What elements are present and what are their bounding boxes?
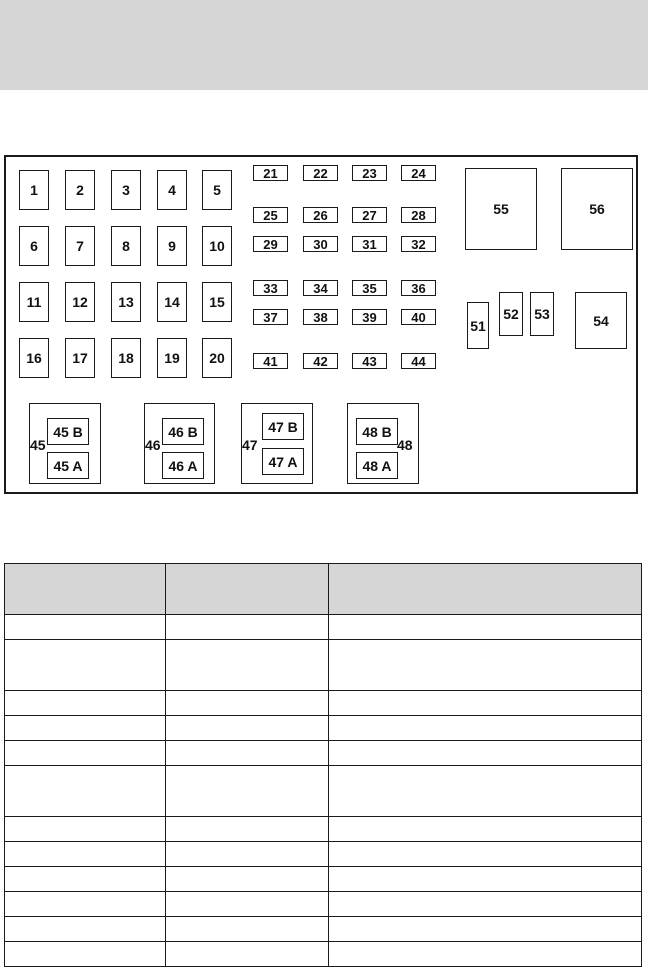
table-cell	[165, 615, 329, 640]
fuse-panel-diagram	[4, 155, 638, 494]
fuse-8: 8	[111, 226, 141, 266]
relay-45b: 45 B	[47, 418, 89, 445]
fuse-24: 24	[401, 165, 436, 181]
fuse-22: 22	[303, 165, 338, 181]
table-row	[5, 842, 642, 867]
fuse-13: 13	[111, 282, 141, 322]
table-cell	[5, 942, 166, 967]
relay-51: 51	[467, 302, 489, 349]
table-row	[5, 615, 642, 640]
table-cell	[165, 867, 329, 892]
table-cell	[165, 640, 329, 691]
fuse-40: 40	[401, 309, 436, 325]
fuse-10: 10	[202, 226, 232, 266]
table-row	[5, 640, 642, 691]
relay-46b: 46 B	[162, 418, 204, 445]
fuse-5: 5	[202, 170, 232, 210]
fuse-3: 3	[111, 170, 141, 210]
table-cell	[5, 640, 166, 691]
relay-55: 55	[465, 168, 537, 250]
table-cell	[165, 691, 329, 716]
relay-47a: 47 A	[262, 448, 304, 475]
table-cell	[165, 892, 329, 917]
fuse-1: 1	[19, 170, 49, 210]
table-cell	[329, 691, 642, 716]
table-cell	[329, 716, 642, 741]
fuse-32: 32	[401, 236, 436, 252]
fuse-9: 9	[157, 226, 187, 266]
relay-48-label: 48	[397, 437, 413, 453]
relay-48b: 48 B	[356, 418, 398, 445]
table-cell	[329, 842, 642, 867]
relay-47b: 47 B	[262, 413, 304, 440]
table-cell	[329, 640, 642, 691]
table-cell	[5, 741, 166, 766]
table-row	[5, 867, 642, 892]
relay-45-label: 45	[30, 437, 46, 453]
relay-53: 53	[530, 292, 554, 336]
table-cell	[329, 766, 642, 817]
relay-46	[144, 403, 215, 484]
table-cell	[165, 766, 329, 817]
relay-48	[347, 403, 419, 484]
relay-48a: 48 A	[356, 452, 398, 479]
table-cell	[5, 817, 166, 842]
table-cell	[329, 867, 642, 892]
relay-47-label: 47	[242, 437, 258, 453]
fuse-14: 14	[157, 282, 187, 322]
fuse-19: 19	[157, 338, 187, 378]
fuse-16: 16	[19, 338, 49, 378]
fuse-27: 27	[352, 207, 387, 223]
table-cell	[329, 892, 642, 917]
fuse-21: 21	[253, 165, 288, 181]
table-cell	[5, 842, 166, 867]
table-cell	[165, 942, 329, 967]
table-header-cell	[165, 564, 329, 615]
fuse-33: 33	[253, 280, 288, 296]
table-cell	[5, 615, 166, 640]
table-cell	[5, 867, 166, 892]
fuse-31: 31	[352, 236, 387, 252]
fuse-4: 4	[157, 170, 187, 210]
table-row	[5, 892, 642, 917]
fuse-38: 38	[303, 309, 338, 325]
table-cell	[165, 842, 329, 867]
table-row	[5, 942, 642, 967]
table-row	[5, 691, 642, 716]
relay-47	[241, 403, 313, 484]
table-row	[5, 741, 642, 766]
header-band	[0, 0, 648, 90]
fuse-7: 7	[65, 226, 95, 266]
table-cell	[329, 942, 642, 967]
fuse-43: 43	[352, 353, 387, 369]
relay-45a: 45 A	[47, 452, 89, 479]
fuse-12: 12	[65, 282, 95, 322]
fuse-28: 28	[401, 207, 436, 223]
table-header-cell	[329, 564, 642, 615]
fuse-18: 18	[111, 338, 141, 378]
fuse-17: 17	[65, 338, 95, 378]
table-row	[5, 917, 642, 942]
fuse-20: 20	[202, 338, 232, 378]
relay-46a: 46 A	[162, 452, 204, 479]
table-cell	[5, 892, 166, 917]
fuse-44: 44	[401, 353, 436, 369]
table-cell	[165, 817, 329, 842]
table-cell	[329, 817, 642, 842]
fuse-23: 23	[352, 165, 387, 181]
fuse-34: 34	[303, 280, 338, 296]
fuse-37: 37	[253, 309, 288, 325]
fuse-25: 25	[253, 207, 288, 223]
relay-54: 54	[575, 292, 627, 349]
fuse-2: 2	[65, 170, 95, 210]
table-cell	[329, 741, 642, 766]
fuse-41: 41	[253, 353, 288, 369]
table-header-cell	[5, 564, 166, 615]
fuse-15: 15	[202, 282, 232, 322]
table-row	[5, 817, 642, 842]
fuse-35: 35	[352, 280, 387, 296]
relay-46-label: 46	[145, 437, 161, 453]
fuse-30: 30	[303, 236, 338, 252]
fuse-29: 29	[253, 236, 288, 252]
table-cell	[5, 917, 166, 942]
table-row	[5, 766, 642, 817]
fuse-11: 11	[19, 282, 49, 322]
table-cell	[5, 691, 166, 716]
fuse-42: 42	[303, 353, 338, 369]
table-cell	[329, 615, 642, 640]
relay-52: 52	[499, 292, 523, 336]
table-row	[5, 716, 642, 741]
relay-56: 56	[561, 168, 633, 250]
fuse-26: 26	[303, 207, 338, 223]
table-cell	[165, 716, 329, 741]
table-cell	[165, 741, 329, 766]
table-cell	[5, 766, 166, 817]
fuse-39: 39	[352, 309, 387, 325]
table-cell	[5, 716, 166, 741]
fuse-table	[4, 563, 642, 967]
table-cell	[165, 917, 329, 942]
fuse-36: 36	[401, 280, 436, 296]
fuse-6: 6	[19, 226, 49, 266]
table-cell	[329, 917, 642, 942]
relay-45	[29, 403, 101, 484]
